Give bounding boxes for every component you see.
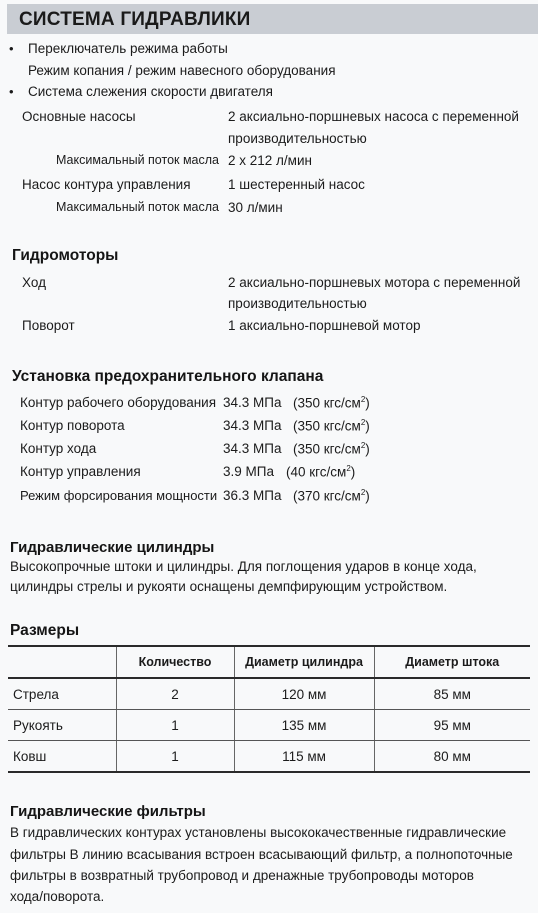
table-cell: 120 мм bbox=[234, 678, 374, 710]
table-header: Диаметр цилиндра bbox=[234, 646, 374, 678]
title-bar bbox=[7, 4, 538, 34]
relief-row-kgf: (40 кгс/$см^2$) bbox=[286, 464, 356, 480]
table-cell: 85 мм bbox=[374, 678, 530, 710]
relief-row-label: Контур поворота bbox=[20, 418, 125, 433]
table-cell: 115 мм bbox=[234, 741, 374, 773]
dimensions-table bbox=[8, 645, 530, 773]
filters-text-line: фильтры В линию всасывания встроен всасывающий фильтр, а полнопоточные bbox=[10, 847, 513, 862]
relief-row-label: Режим форсирования мощности bbox=[20, 488, 218, 503]
table-cell: 1 bbox=[116, 741, 234, 773]
filters-text-line: фильтры в возвратный трубопровод и дренажные трубопроводы моторов bbox=[10, 868, 474, 883]
swing-label: Поворот bbox=[22, 318, 75, 333]
travel-value-cont: производительностью bbox=[228, 296, 367, 311]
relief-row-mpa: 34.3 МПа bbox=[223, 418, 282, 433]
travel-value: 2 аксиально-поршневых мотора с переменной bbox=[228, 275, 521, 290]
relief-row-mpa: 34.3 МПа bbox=[223, 395, 282, 410]
bullet-work-mode-sub: Режим копания / режим навесного оборудования bbox=[28, 63, 336, 78]
table-cell: 95 мм bbox=[374, 710, 530, 741]
table-cell: Рукоять bbox=[8, 710, 116, 741]
travel-label: Ход bbox=[22, 275, 46, 290]
relief-row-kgf: (370 кгс/$см^2$) bbox=[293, 488, 370, 504]
relief-row-label: Контур хода bbox=[20, 441, 97, 456]
table-cell: 2 bbox=[116, 678, 234, 710]
table-header bbox=[8, 646, 116, 678]
main-pumps-label: Основные насосы bbox=[22, 109, 136, 124]
table-row bbox=[8, 710, 530, 741]
main-pumps-value: 2 аксиально-поршневых насоса с переменной bbox=[228, 109, 519, 124]
control-flow-label: Максимальный поток масла bbox=[56, 200, 220, 214]
table-cell: 135 мм bbox=[234, 710, 374, 741]
dimensions-heading: Размеры bbox=[10, 622, 80, 639]
control-flow-value: 30 л/мин bbox=[228, 200, 283, 215]
main-pumps-value-cont: производительностью bbox=[228, 131, 367, 146]
table-row bbox=[8, 741, 530, 773]
relief-row-mpa: 36.3 МПа bbox=[223, 488, 282, 503]
relief-row-label: Контур управления bbox=[20, 464, 141, 479]
relief-heading: Установка предохранительного клапана bbox=[12, 368, 324, 385]
relief-row-kgf: (350 кгс/$см^2$) bbox=[293, 418, 370, 434]
relief-row-mpa: 34.3 МПа bbox=[223, 441, 282, 456]
control-pump-value: 1 шестеренный насос bbox=[228, 177, 365, 192]
relief-row-label: Контур рабочего оборудования bbox=[20, 395, 217, 410]
swing-value: 1 аксиально-поршневой мотор bbox=[228, 318, 421, 333]
table-header: Количество bbox=[116, 646, 234, 678]
bullet-dot: • bbox=[9, 84, 14, 99]
filters-text-line: хода/поворота. bbox=[10, 889, 105, 904]
main-flow-label: Максимальный поток масла bbox=[56, 153, 220, 167]
filters-text-line: В гидравлических контурах установлены высококачественные гидравлические bbox=[10, 825, 507, 840]
bullet-work-mode: Переключатель режима работы bbox=[28, 41, 228, 56]
relief-row-kgf: (350 кгс/$см^2$) bbox=[293, 395, 370, 411]
control-pump-label: Насос контура управления bbox=[22, 177, 191, 192]
table-cell: 80 мм bbox=[374, 741, 530, 773]
cylinders-text-line: цилиндры стрелы и рукояти оснащены демпфирующим устройством. bbox=[10, 579, 448, 594]
bullet-dot: • bbox=[9, 41, 14, 56]
motors-heading: Гидромоторы bbox=[12, 247, 119, 264]
table-cell: Стрела bbox=[8, 678, 116, 710]
main-flow-value: 2 x 212 л/мин bbox=[228, 153, 312, 168]
table-row bbox=[8, 678, 530, 710]
relief-row-kgf: (350 кгс/$см^2$) bbox=[293, 441, 370, 457]
table-header-row bbox=[8, 646, 530, 678]
bullet-engine-tracking: Система слежения скорости двигателя bbox=[28, 84, 273, 99]
filters-heading: Гидравлические фильтры bbox=[10, 803, 206, 820]
table-cell: 1 bbox=[116, 710, 234, 741]
table-header: Диаметр штока bbox=[374, 646, 530, 678]
cylinders-heading: Гидравлические цилиндры bbox=[10, 539, 215, 556]
relief-row-mpa: 3.9 МПа bbox=[223, 464, 274, 479]
table-cell: Ковш bbox=[8, 741, 116, 773]
page-title: СИСТЕМА ГИДРАВЛИКИ bbox=[19, 9, 251, 30]
cylinders-text-line: Высокопрочные штоки и цилиндры. Для поглощения ударов в конце хода, bbox=[10, 559, 477, 574]
